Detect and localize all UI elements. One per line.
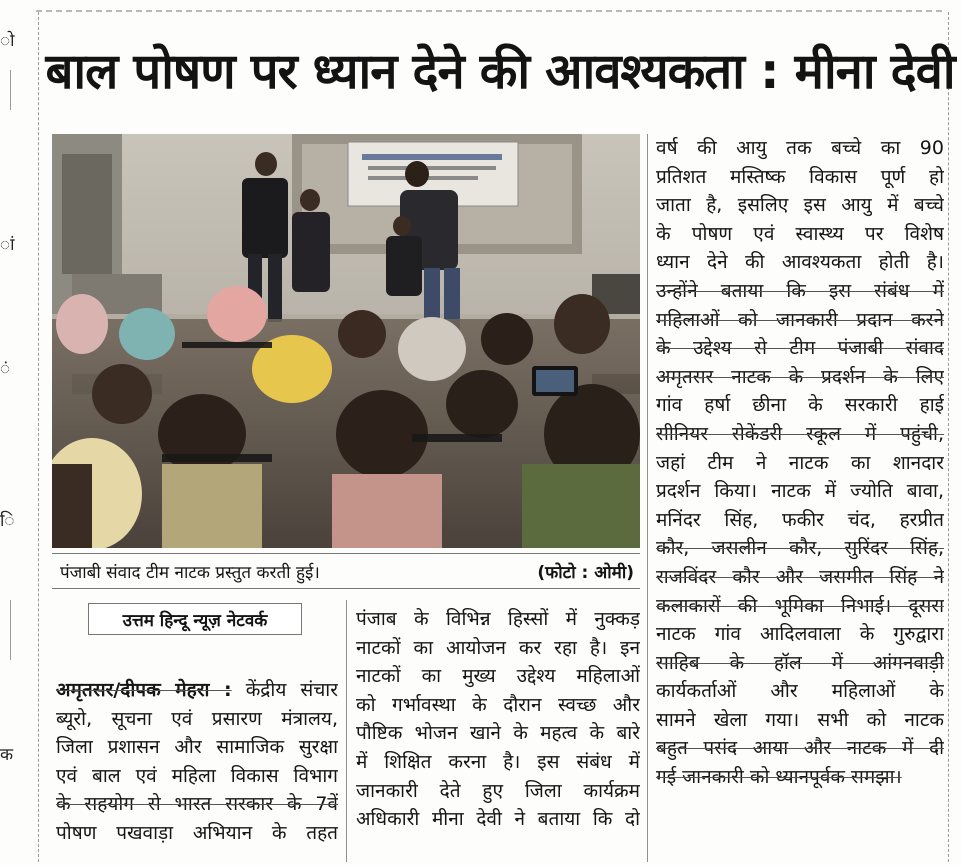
text-line: राजविंदर कौर और जसमीत सिंह ने (656, 565, 944, 588)
text-line: सीनियर सेकेंडरी स्कूल में पहुंची, (656, 422, 944, 445)
street-play-photo (52, 134, 640, 548)
text-line: ध्यान देने की आवश्यकता होती है। (656, 251, 944, 274)
text-line: के उद्देश्य से टीम पंजाबी संवाद (656, 337, 944, 360)
text-line: पौष्टिक भोजन खाने के महत्व के बारे (356, 722, 640, 745)
edge-fragment: ं (0, 359, 11, 379)
dateline: अमृतसर/दीपक मेहरा : (56, 679, 232, 701)
photo-credit: (फोटो : ओमी) (537, 563, 634, 583)
edge-fragment: क (0, 745, 14, 765)
edge-fragment: ि (0, 511, 15, 531)
right-column-rule (948, 12, 949, 862)
photo-caption-bar (52, 553, 640, 589)
column-divider (346, 600, 347, 862)
text-line: महिलाओं को जानकारी प्रदान करने (656, 308, 944, 331)
top-dashed-rule (36, 10, 942, 12)
text-line-content: केंद्रीय संचार (245, 679, 338, 701)
text-line: ब्यूरो, सूचना एवं प्रसारण मंत्रालय, (56, 707, 338, 730)
left-column-rule (38, 12, 39, 862)
text-line: जिला प्रशासन और सामाजिक सुरक्षा (56, 736, 338, 759)
text-line: बहुत पसंद आया और नाटक में दी (656, 737, 944, 760)
text-line: जानकारी देते हुए जिला कार्यक्रम (356, 779, 640, 802)
text-line: कलाकारों की भूमिका निभाई। दूसरा (656, 594, 944, 617)
text-line: पंजाब के विभिन्न हिस्सों में नुक्कड़ (356, 608, 640, 630)
text-line: के सहयोग से भारत सरकार के 7वें (56, 793, 338, 816)
text-line: वर्ष की आयु तक बच्चे का 90 (656, 137, 944, 159)
edge-rule (10, 70, 11, 110)
edge-fragment: ां (0, 235, 15, 255)
text-line: अमृतसर नाटक के प्रदर्शन के लिए (656, 365, 944, 388)
text-line: एवं बाल एवं महिला विकास विभाग (56, 764, 338, 787)
text-line: कार्यकर्ताओं और महिलाओं के (656, 680, 944, 703)
text-line: गई जानकारी को ध्यानपूर्वक समझा। (656, 766, 902, 789)
text-line: नाटकों का मुख्य उद्देश्य महिलाओं (356, 665, 640, 688)
column-divider (647, 134, 648, 862)
text-line: के पोषण एवं स्वास्थ्य पर विशेष (656, 222, 944, 245)
text-line: नाटक गांव आदिलवाला के गुरुद्वारा (656, 623, 944, 646)
event-photo (52, 134, 640, 548)
edge-fragment: ो (0, 31, 15, 51)
text-line: मनिंदर सिंह, फकीर चंद, हरप्रीत (656, 508, 944, 531)
photo-caption: पंजाबी संवाद टीम नाटक प्रस्तुत करती हुई। (60, 563, 320, 583)
text-line: प्रदर्शन किया। नाटक में ज्योति बावा, (656, 480, 944, 503)
network-byline: उत्तम हिन्दू न्यूज़ नेटवर्क (122, 611, 268, 631)
text-line: कौर, जसलीन कौर, सुरिंदर सिंह, (656, 537, 944, 560)
text-line: जाता है, इसलिए इस आयु में बच्चे (656, 194, 944, 217)
text-line: प्रतिशत मस्तिष्क विकास पूर्ण हो (656, 165, 944, 188)
edge-rule (10, 600, 11, 660)
article-column-3 (656, 134, 944, 792)
text-line: में शिक्षित करना है। इस संबंध में (356, 750, 640, 773)
text-line: जहां टीम ने नाटक का शानदार (656, 451, 944, 474)
text-line: साहिब के हॉल में आंगनवाड़ी (656, 651, 944, 674)
article-column-1 (56, 676, 338, 848)
text-line: गांव हर्षा छीना के सरकारी हाई (656, 394, 944, 417)
text-line: उन्होंने बताया कि इस संबंध में (656, 279, 944, 302)
neighbour-column-edge (0, 0, 22, 865)
text-line: को गर्भावस्था के दौरान स्वच्छ और (356, 693, 640, 716)
article-column-2 (356, 605, 640, 834)
text-line (56, 676, 338, 705)
text-line: अधिकारी मीना देवी ने बताया कि दो (356, 808, 640, 831)
text-line: पोषण पखवाड़ा अभियान के तहत (56, 821, 338, 844)
network-byline-box (88, 603, 302, 635)
text-line: नाटकों का आयोजन कर रहा है। इन (356, 636, 640, 659)
headline: बाल पोषण पर ध्यान देने की आवश्यकता : मीना देवी (45, 43, 955, 100)
text-line: सामने खेला गया। सभी को नाटक (656, 708, 944, 731)
